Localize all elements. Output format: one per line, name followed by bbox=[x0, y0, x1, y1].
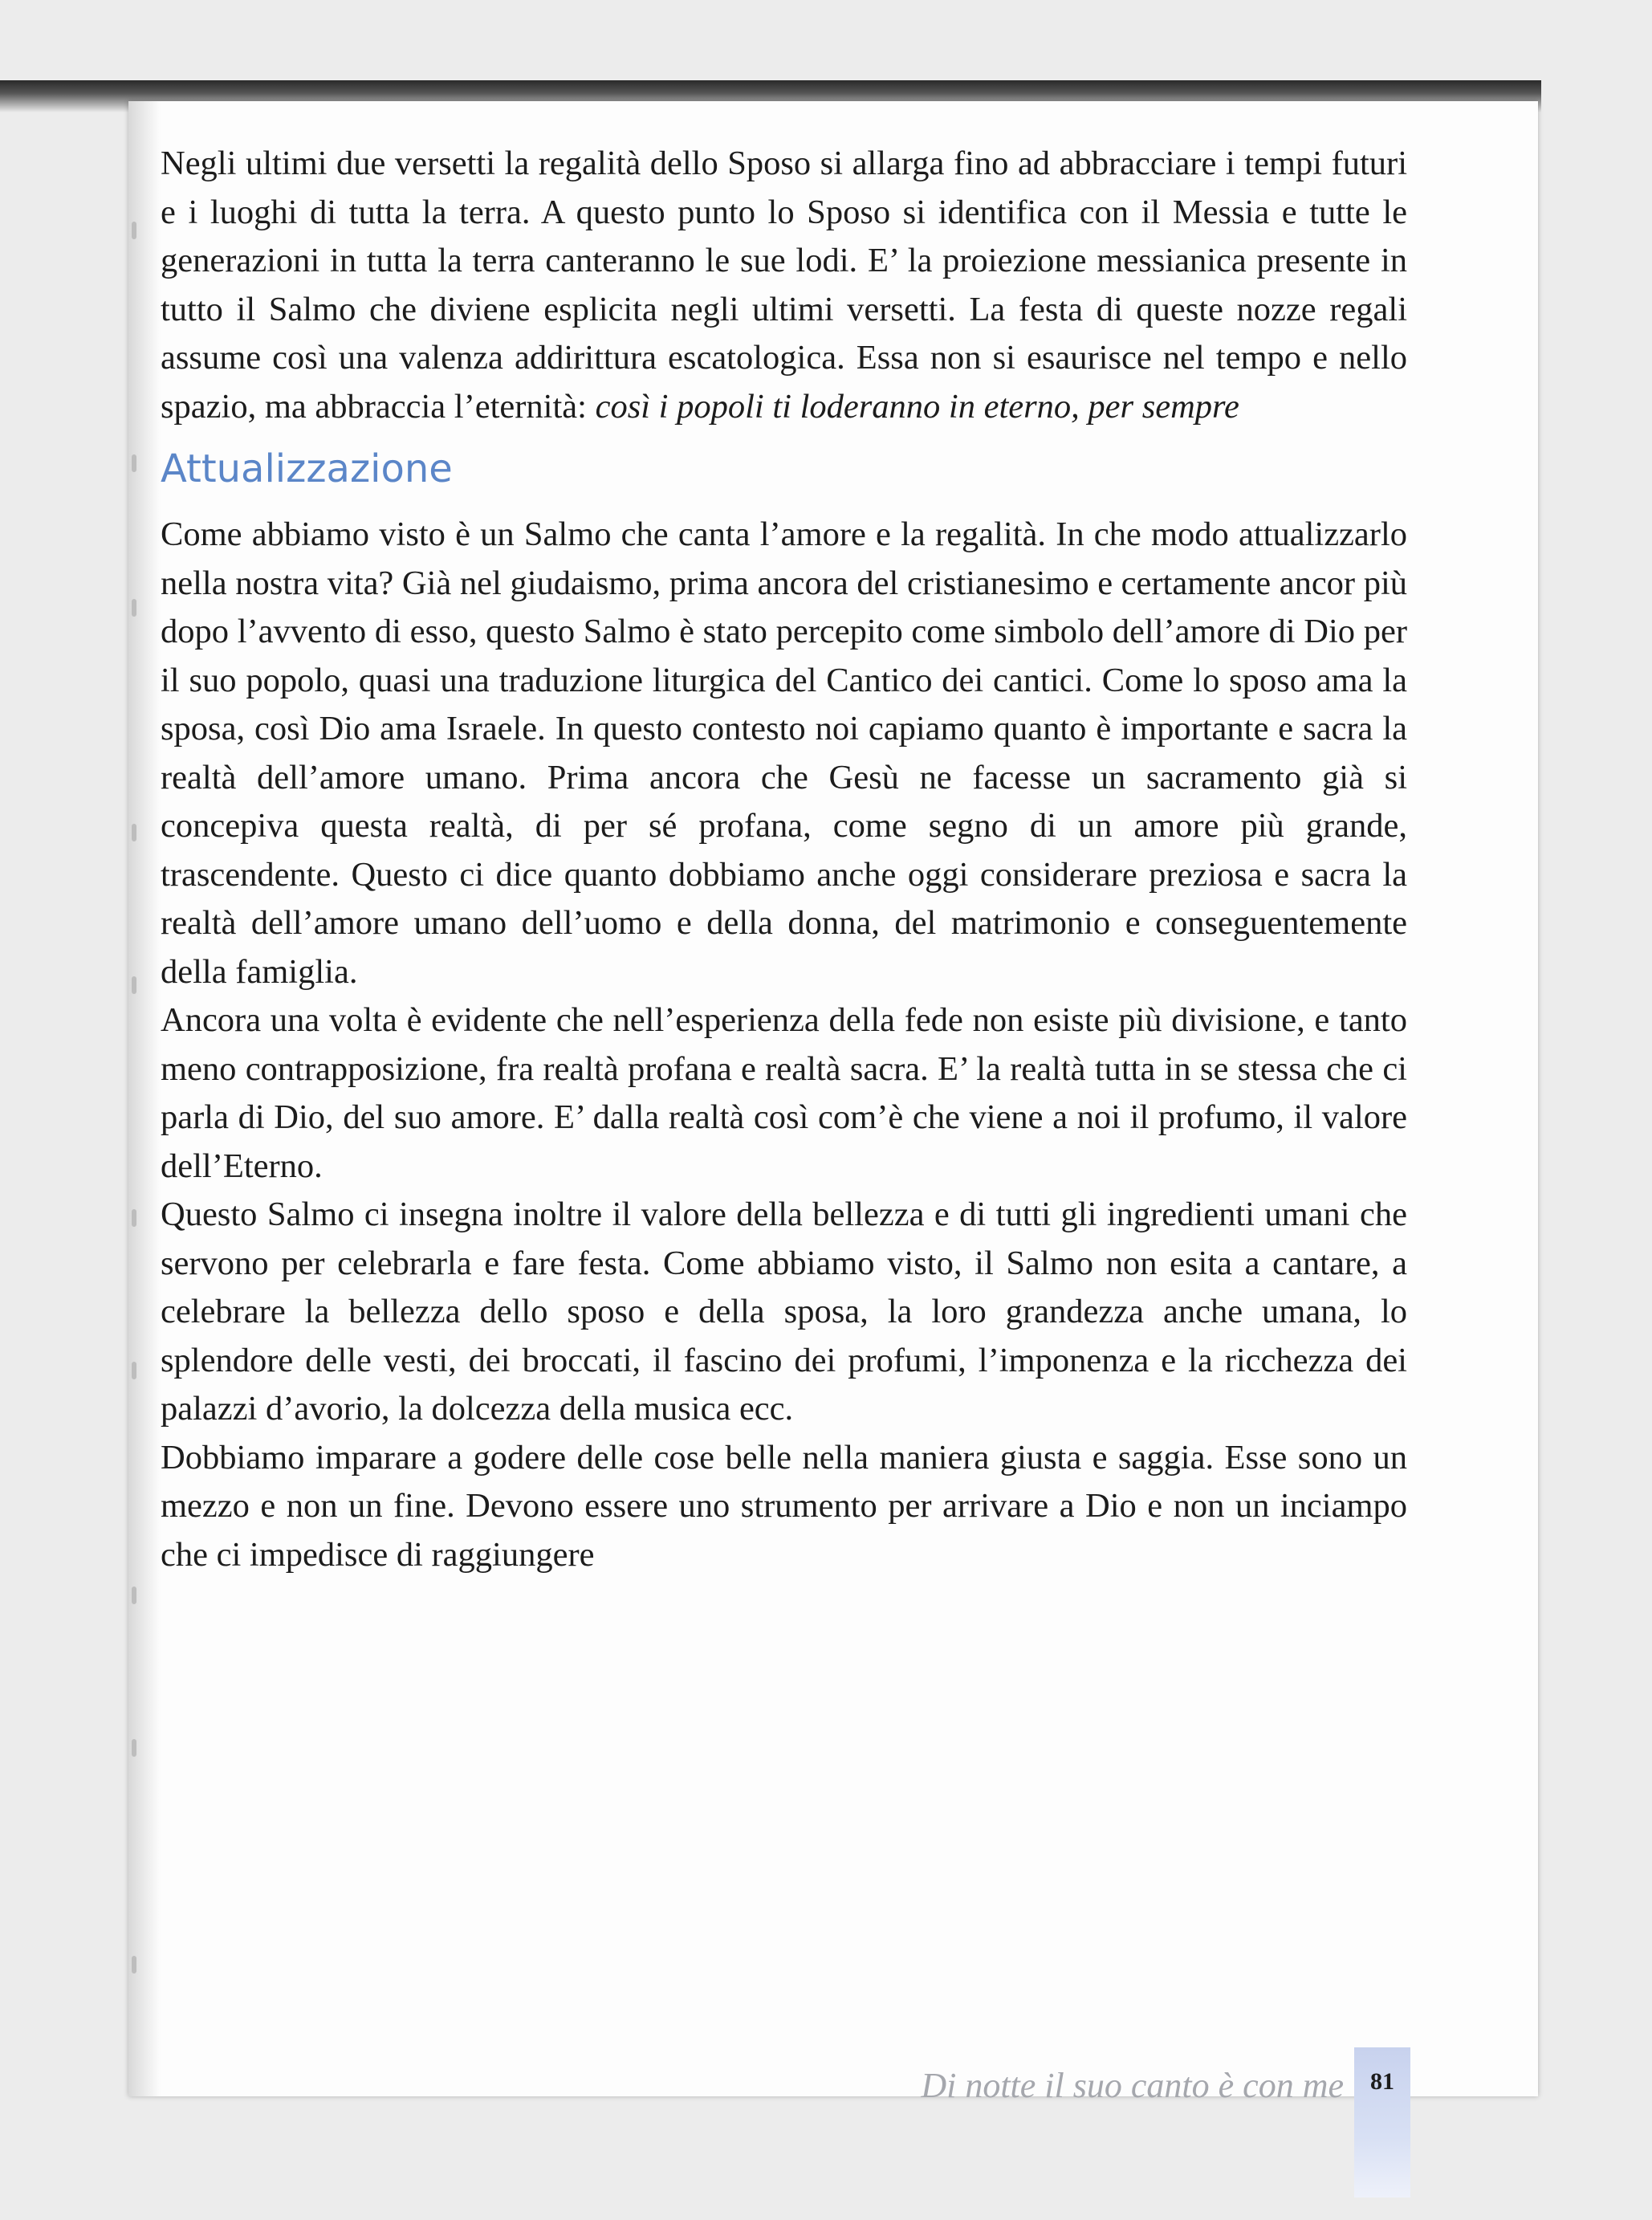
page-number: 81 bbox=[1370, 2068, 1394, 2095]
body-paragraph: Come abbiamo visto è un Salmo che canta l’amore e la regalità. In che modo attualizzarlo nella nostra vita? Già nel giudaismo, prima ancora del cristianesimo e certamente ancor più dopo l’avvento di esso, questo Salmo è stato percepito come simbolo dell’amore di Dio per il suo popolo, quasi una traduzione liturgica del Cantico dei cantici. Come lo sposo ama la sposa, così Dio ama Israele. In questo contesto noi capiamo quanto è importante e sacra la realtà dell’amore umano. Prima ancora che Gesù ne facesse un sacramento già si concepiva questa realtà, di per sé profana, come segno di un amore più grande, trascendente. Questo ci dice quanto dobbiamo anche oggi considerare preziosa e sacra la realtà dell’amore umano dell’uomo e della donna, del matrimonio e conseguentemente della famiglia. bbox=[161, 515, 1408, 991]
body-paragraph: Ancora una volta è evidente che nell’esperienza della fede non esiste più divisione, e tanto meno contrapposizione, fra realtà profana e realtà sacra. E’ la realtà tutta in se stessa che ci parla di Dio, del suo amore. E’ dalla realtà così com’è che viene a noi il profumo, il valore dell’Eterno. bbox=[161, 1001, 1407, 1185]
binding-stitch bbox=[132, 1362, 136, 1379]
binding-stitch bbox=[132, 976, 136, 994]
page-body bbox=[161, 140, 1407, 1579]
binding-stitch bbox=[132, 1209, 136, 1227]
body-paragraph: Dobbiamo imparare a godere delle cose belle nella maniera giusta e saggia. Esse sono un mezzo e non un fine. Devono essere uno strumento per arrivare a Dio e non un inciampo che ci impedisce di raggiungere bbox=[161, 1438, 1407, 1574]
page-number-tab bbox=[1354, 2047, 1410, 2198]
body-paragraph: Questo Salmo ci insegna inoltre il valore della bellezza e di tutti gli ingredienti umani che servono per celebrarla e fare festa. Come abbiamo visto, il Salmo non esita a cantare, a celebrare la bellezza dello sposo e della sposa, la loro grandezza anche umana, lo splendore delle vesti, dei broccati, il fascino dei profumi, l’imponenza e la ricchezza dei palazzi d’avorio, la dolcezza della musica ecc. bbox=[161, 1196, 1407, 1428]
binding-stitch bbox=[132, 1739, 136, 1757]
running-footer-title: Di notte il suo canto è con me bbox=[921, 2066, 1344, 2105]
binding-stitch bbox=[132, 824, 136, 841]
binding-stitch bbox=[132, 1587, 136, 1604]
binding-stitch bbox=[132, 454, 136, 472]
binding-stitch bbox=[132, 599, 136, 617]
section-heading: Attualizzazione bbox=[161, 446, 453, 491]
intro-paragraph bbox=[161, 140, 1407, 431]
binding-stitch bbox=[132, 1956, 136, 1974]
intro-paragraph-text: Negli ultimi due versetti la regalità dello Sposo si allarga fino ad abbracciare i tempi futuri e i luoghi di tutta la terra. A questo punto lo Sposo si identifica con il Messia e tutte le generazioni in tutta la terra canteranno le sue lodi. E’ la proiezione messianica presente in tutto il Salmo che diviene esplicita negli ultimi versetti. La festa di queste nozze regali assume così una valenza addirittura escatologica. Essa non si esaurisce nel tempo e nello spazio, ma abbraccia l’eternità: bbox=[161, 145, 1407, 426]
binding-stitch bbox=[132, 222, 136, 239]
page-gutter bbox=[128, 101, 161, 2096]
psalm-quote: così i popoli ti loderanno in eterno, per sempre bbox=[595, 387, 1239, 426]
